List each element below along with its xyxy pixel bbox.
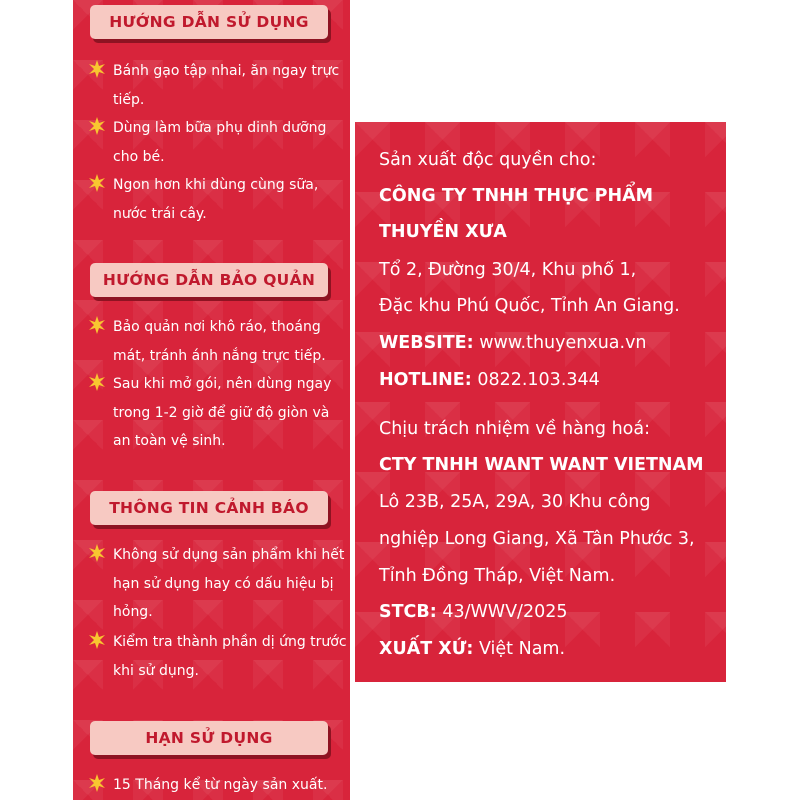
list-item: Dùng làm bữa phụ dinh dưỡng cho bé. (87, 114, 347, 171)
website-line (379, 331, 647, 355)
sparkle-icon (87, 543, 107, 563)
origin-value: Việt Nam. (478, 639, 566, 659)
responsible-address: Tỉnh Đồng Tháp, Việt Nam. (379, 566, 616, 586)
list-item: Bánh gạo tập nhai, ăn ngay trực tiếp. (87, 57, 347, 114)
producer-intro: Sản xuất độc quyền cho: (379, 150, 597, 170)
website-value: www.thuyenxua.vn (479, 333, 647, 353)
sparkle-icon (87, 372, 107, 392)
list-item: Kiểm tra thành phần dị ứng trước khi sử dụng. (87, 628, 347, 685)
responsible-address: Lô 23B, 25A, 29A, 30 Khu công (379, 492, 651, 512)
list-item: Không sử dụng sản phẩm khi hết hạn sử dụng hay có dấu hiệu bị hỏng. (87, 541, 347, 627)
hotline-label: HOTLINE: (379, 370, 472, 390)
stcb-line (379, 600, 568, 624)
warning-info-header: THÔNG TIN CẢNH BÁO (90, 491, 328, 525)
origin-line (379, 637, 565, 661)
producer-name: THUYỀN XƯA (379, 222, 507, 242)
responsible-name: CTY TNHH WANT WANT VIETNAM (379, 455, 704, 475)
responsible-intro: Chịu trách nhiệm về hàng hoá: (379, 419, 650, 439)
list-item: Ngon hơn khi dùng cùng sữa, nước trái cây. (87, 171, 347, 228)
sparkle-icon (87, 773, 107, 793)
list-item: Sau khi mở gói, nên dùng ngay trong 1-2 giờ để giữ độ giòn và an toàn vệ sinh. (87, 370, 347, 456)
producer-name: CÔNG TY TNHH THỰC PHẨM (379, 186, 654, 206)
responsible-address: nghiệp Long Giang, Xã Tân Phước 3, (379, 529, 695, 549)
sparkle-icon (87, 116, 107, 136)
list-item: Bảo quản nơi khô ráo, thoáng mát, tránh ánh nắng trực tiếp. (87, 313, 347, 370)
stcb-label: STCB: (379, 602, 437, 622)
website-label: WEBSITE: (379, 333, 474, 353)
sparkle-icon (87, 315, 107, 335)
usage-info-panel (73, 0, 350, 800)
storage-instructions-header: HƯỚNG DẪN BẢO QUẢN (90, 263, 328, 297)
sparkle-icon (87, 173, 107, 193)
hotline-line (379, 368, 600, 392)
manufacturer-info-panel (355, 122, 726, 682)
producer-address: Tổ 2, Đường 30/4, Khu phố 1, (379, 260, 637, 280)
hotline-value: 0822.103.344 (477, 370, 600, 390)
sparkle-icon (87, 59, 107, 79)
usage-instructions-header: HƯỚNG DẪN SỬ DỤNG (90, 5, 328, 39)
list-item: 15 Tháng kể từ ngày sản xuất. (87, 771, 347, 800)
producer-address: Đặc khu Phú Quốc, Tỉnh An Giang. (379, 296, 680, 316)
origin-label: XUẤT XỨ: (379, 639, 474, 659)
sparkle-icon (87, 630, 107, 650)
stcb-value: 43/WWV/2025 (442, 602, 568, 622)
expiry-header: HẠN SỬ DỤNG (90, 721, 328, 755)
